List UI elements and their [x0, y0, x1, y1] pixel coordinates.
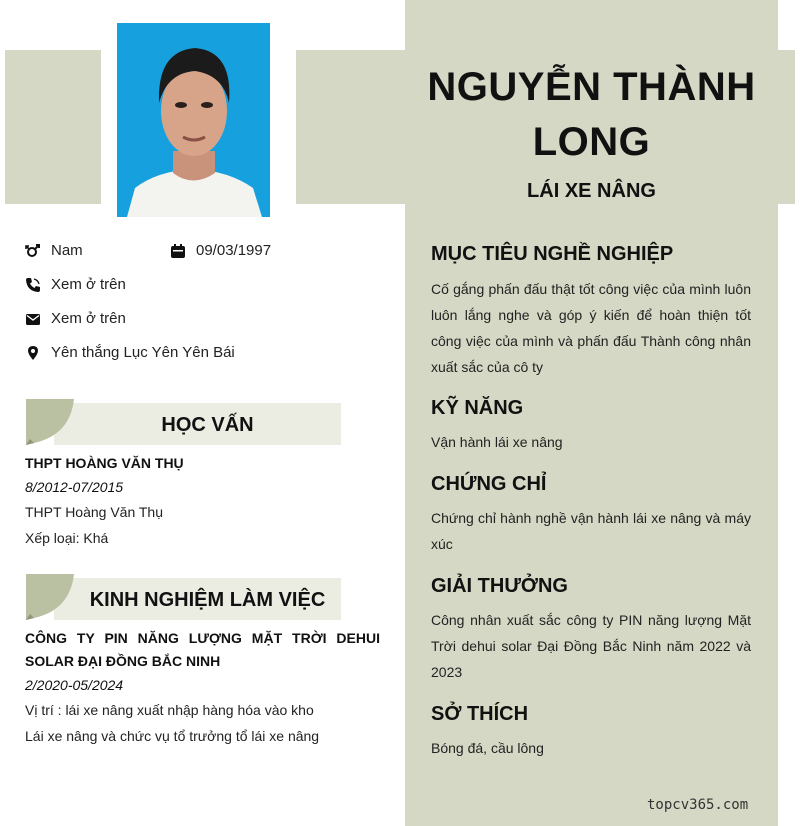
job-title: LÁI XE NÂNG	[527, 180, 656, 202]
skills-heading: KỸ NĂNG	[431, 397, 524, 419]
profile-photo-illustration	[117, 23, 270, 217]
contact-phone	[25, 276, 126, 293]
education-detail-2: Xếp loại: Khá	[25, 530, 109, 546]
contact-birthdate	[170, 242, 271, 259]
awards-heading: GIẢI THƯỞNG	[431, 575, 568, 597]
phone-value: Xem ở trên	[51, 276, 126, 293]
experience-period: 2/2020-05/2024	[25, 677, 124, 693]
experience-heading: KINH NGHIỆM LÀM VIỆC	[89, 589, 326, 611]
education-school: THPT HOÀNG VĂN THỤ	[25, 455, 184, 471]
leaf-decoration-icon	[26, 399, 74, 447]
education-heading: HỌC VẤN	[161, 414, 254, 436]
contact-email	[25, 310, 126, 327]
calendar-icon	[170, 243, 186, 259]
phone-icon	[25, 277, 41, 293]
education-period: 8/2012-07/2015	[25, 479, 124, 495]
profile-photo	[117, 23, 270, 217]
gender-icon	[25, 243, 41, 259]
experience-section-header	[26, 574, 341, 616]
certificates-text: Chứng chỉ hành nghề vận hành lái xe nâng và máy xúc	[431, 510, 751, 552]
hobbies-heading: SỞ THÍCH	[431, 703, 529, 725]
experience-company: CÔNG TY PIN NĂNG LƯỢNG MẶT TRỜI DEHUI SOLAR ĐẠI ĐỒNG BẮC NINH	[25, 630, 380, 669]
leaf-decoration-icon	[26, 574, 74, 622]
birthdate-value: 09/03/1997	[196, 242, 272, 259]
map-pin-icon	[25, 345, 41, 361]
skills-text: Vận hành lái xe nâng	[431, 434, 563, 450]
contact-gender	[25, 242, 83, 259]
experience-detail-2: Lái xe nâng và chức vụ tổ trưởng tổ lái xe nâng	[25, 728, 320, 744]
contact-address	[25, 344, 235, 361]
education-detail-1: THPT Hoàng Văn Thụ	[25, 504, 164, 520]
header-band-middle	[296, 50, 406, 204]
hobbies-text: Bóng đá, cầu lông	[431, 740, 544, 756]
watermark: topcv365.com	[647, 797, 749, 813]
candidate-name: NGUYỄN THÀNH LONG	[427, 65, 756, 164]
education-section-header	[26, 399, 341, 441]
objective-text: Cố gắng phấn đấu thật tốt công việc của mình luôn luôn lắng nghe và góp ý kiến để hoàn thiện tốt công việc của mình và phấn đấu Thành công nhân xuất sắc của cô ty	[431, 281, 751, 375]
envelope-icon	[25, 311, 41, 327]
objective-heading: MỤC TIÊU NGHỀ NGHIỆP	[431, 243, 674, 265]
gender-value: Nam	[51, 242, 83, 259]
header-band-right	[778, 50, 795, 204]
certificates-heading: CHỨNG CHỈ	[431, 473, 547, 495]
experience-detail-1: Vị trí : lái xe nâng xuất nhập hàng hóa vào kho	[25, 702, 314, 718]
address-value: Yên thắng Lục Yên Yên Bái	[51, 344, 235, 361]
awards-text: Công nhân xuất sắc công ty PIN năng lượng Mặt Trời dehui solar Đại Đồng Bắc Ninh năm 2022 và 2023	[431, 612, 751, 680]
header-band-left	[5, 50, 101, 204]
email-value: Xem ở trên	[51, 310, 126, 327]
